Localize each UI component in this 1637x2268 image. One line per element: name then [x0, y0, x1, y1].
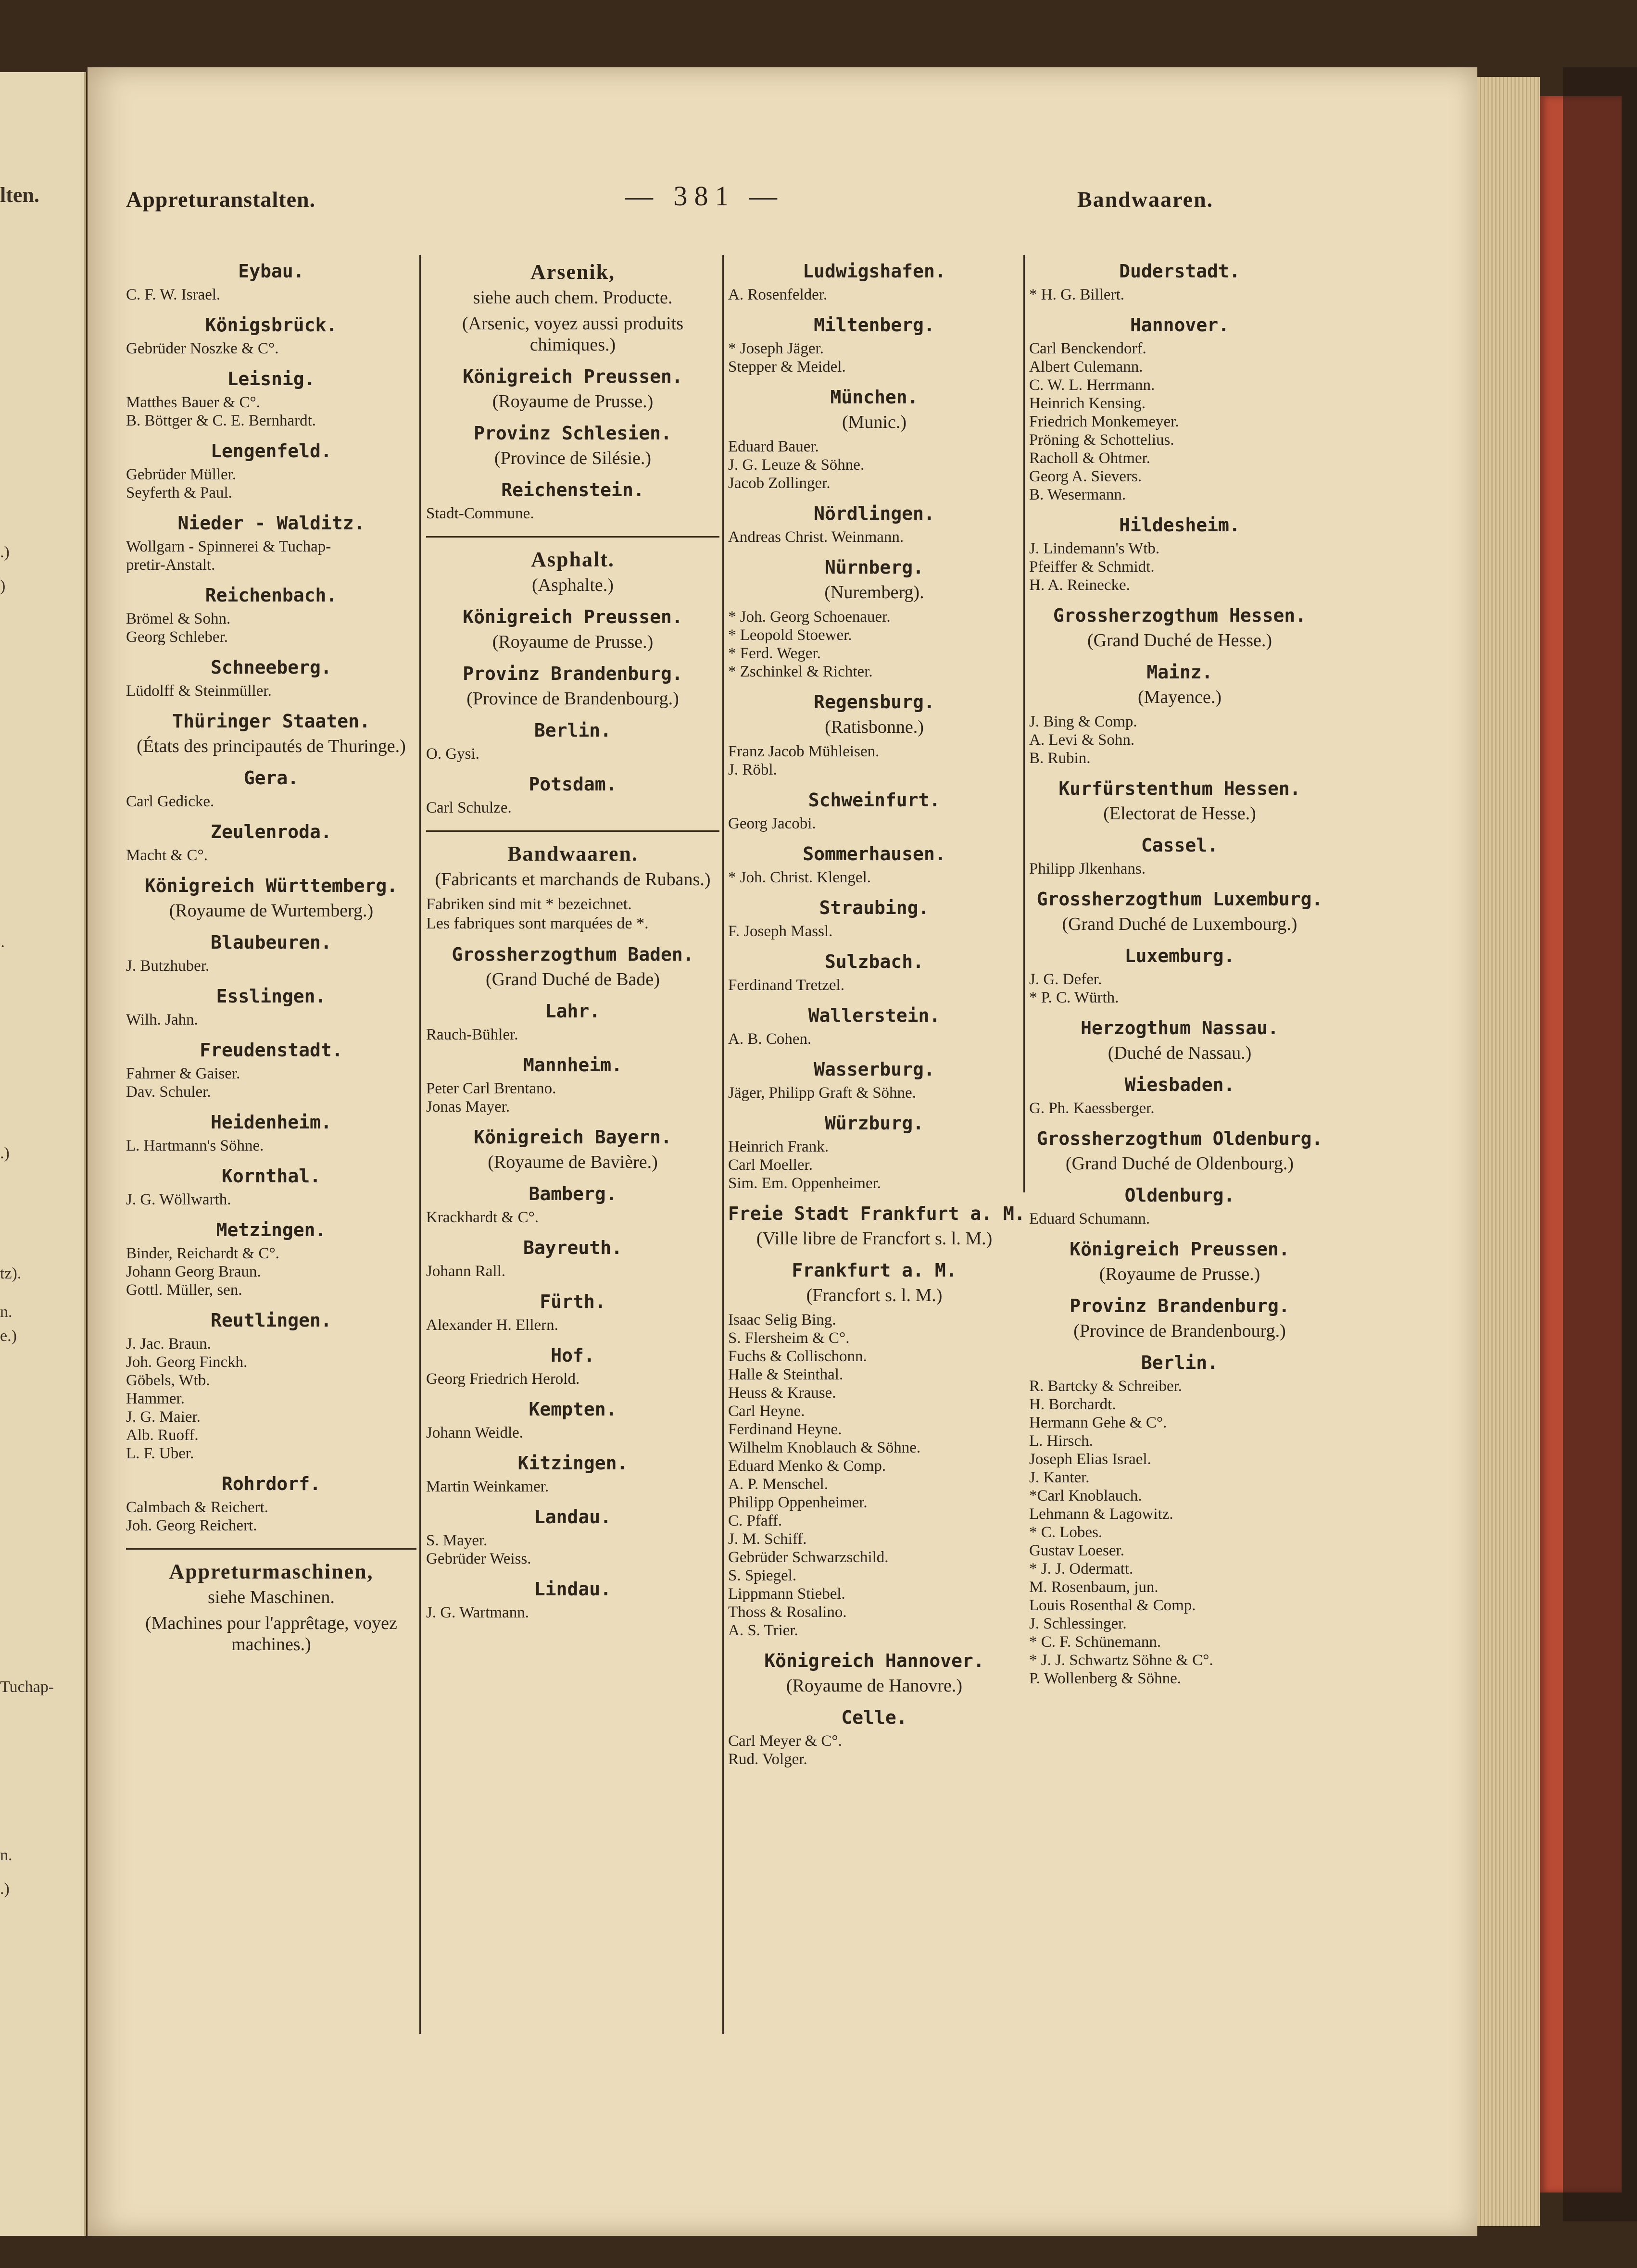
place-heading: Schneeberg.: [211, 657, 332, 678]
place-heading: Regensburg.: [814, 691, 935, 713]
place-heading: Wallerstein.: [808, 1005, 941, 1026]
firm-entry: Eduard Menko & Comp.: [728, 1457, 886, 1475]
firm-entry: Rud. Volger.: [728, 1751, 807, 1768]
french-subheading: (Ratisbonne.): [825, 717, 924, 737]
firm-entry: Thoss & Rosalino.: [728, 1604, 847, 1621]
place-heading: Provinz Brandenburg.: [463, 663, 683, 684]
firm-entry: Matthes Bauer & C°.: [126, 394, 260, 411]
firm-entry: pretir-Anstalt.: [126, 556, 215, 574]
place-heading: Königreich Preussen.: [463, 366, 683, 387]
firm-entry: Alexander H. Ellern.: [426, 1316, 558, 1334]
firm-entry: * C. Lobes.: [1029, 1524, 1103, 1541]
column-4: [1029, 250, 1330, 1688]
french-subheading: (Nuremberg).: [824, 582, 924, 602]
firm-entry: S. Spiegel.: [728, 1567, 797, 1584]
firm-entry: Gebrüder Weiss.: [426, 1550, 531, 1567]
place-heading: Königreich Preussen.: [1070, 1239, 1290, 1260]
firm-entry: Carl Heyne.: [728, 1403, 805, 1420]
place-heading: Bamberg.: [529, 1183, 617, 1204]
firm-entry: C. F. W. Israel.: [126, 286, 221, 303]
place-heading: Berlin.: [1141, 1352, 1219, 1373]
firm-entry: J. M. Schiff.: [728, 1530, 807, 1548]
section-note: (Machines pour l'apprêtage, voyez machines.): [145, 1613, 397, 1654]
firm-entry: F. Joseph Massl.: [728, 923, 833, 940]
place-heading: Frankfurt a. M.: [792, 1260, 957, 1281]
firm-entry: J. Röbl.: [728, 761, 777, 778]
firm-entry: Philipp Oppenheimer.: [728, 1494, 868, 1511]
place-heading: Reutlingen.: [211, 1310, 332, 1331]
place-heading: Königreich Preussen.: [463, 606, 683, 627]
place-heading: Duderstadt.: [1119, 261, 1240, 282]
firm-entry: J. Schlessinger.: [1029, 1615, 1127, 1632]
left-page-text-fragment: e.): [0, 1327, 17, 1345]
section-heading: Arsenik,: [530, 260, 616, 284]
section-heading: Appreturmaschinen,: [169, 1560, 374, 1583]
section-rule: [126, 1548, 416, 1550]
column-divider: [419, 255, 421, 2034]
firm-entry: Eduard Schumann.: [1029, 1210, 1150, 1228]
firm-entry: Brömel & Sohn.: [126, 610, 231, 627]
french-subheading: (Grand Duché de Hesse.): [1087, 630, 1272, 651]
french-subheading: (Ville libre de Francfort s. l. M.): [756, 1228, 993, 1249]
place-heading: Gera.: [243, 767, 299, 789]
french-subheading: (Royaume de Wurtemberg.): [169, 901, 374, 921]
firm-entry: * Joseph Jäger.: [728, 340, 824, 357]
firm-entry: A. Levi & Sohn.: [1029, 731, 1135, 749]
place-heading: Wasserburg.: [814, 1059, 935, 1080]
place-heading: Lengenfeld.: [211, 440, 332, 462]
firm-entry: Gottl. Müller, sen.: [126, 1281, 242, 1299]
french-subheading: (Royaume de Prusse.): [1099, 1264, 1260, 1284]
place-heading: Nieder - Walditz.: [177, 513, 365, 534]
section-rule: [426, 536, 719, 538]
firm-entry: Franz Jacob Mühleisen.: [728, 743, 880, 760]
place-heading: Metzingen.: [216, 1219, 327, 1241]
place-heading: Kurfürstenthum Hessen.: [1058, 778, 1301, 799]
firm-entry: Johann Georg Braun.: [126, 1263, 261, 1280]
firm-entry: Carl Moeller.: [728, 1156, 813, 1174]
firm-entry: Jacob Zollinger.: [728, 475, 831, 492]
place-heading: Rohrdorf.: [222, 1473, 321, 1494]
firm-entry: Georg Schleber.: [126, 628, 228, 646]
firm-entry: Jonas Mayer.: [426, 1098, 510, 1115]
firm-entry: Jäger, Philipp Graft & Söhne.: [728, 1084, 916, 1102]
firm-entry: Binder, Reichardt & C°.: [126, 1245, 279, 1262]
place-heading: Eybau.: [238, 261, 304, 282]
firm-entry: J. Bing & Comp.: [1029, 713, 1137, 730]
firm-entry: Lippmann Stiebel.: [728, 1585, 845, 1603]
place-heading: Grossherzogthum Baden.: [452, 944, 694, 965]
place-heading: Hof.: [551, 1345, 595, 1366]
french-subheading: (Province de Silésie.): [494, 448, 652, 468]
firm-entry: Joh. Georg Reichert.: [126, 1517, 257, 1534]
place-heading: Cassel.: [1141, 835, 1219, 856]
column-3: [728, 250, 1025, 1768]
place-heading: Königreich Hannover.: [764, 1650, 984, 1671]
firm-entry: Alb. Ruoff.: [126, 1427, 199, 1444]
firm-entry: Krackhardt & C°.: [426, 1209, 539, 1226]
firm-entry: * P. C. Würth.: [1029, 989, 1119, 1006]
firm-entry: Heuss & Krause.: [728, 1384, 836, 1402]
firm-entry: Ferdinand Heyne.: [728, 1421, 842, 1438]
firm-entry: Joh. Georg Finckh.: [126, 1353, 248, 1371]
french-subheading: (Province de Brandenbourg.): [466, 689, 679, 709]
place-heading: Zeulenroda.: [211, 821, 332, 842]
french-subheading: (Francfort s. l. M.): [806, 1285, 943, 1305]
firm-entry: Stepper & Meidel.: [728, 358, 846, 376]
place-heading: Kitzingen.: [517, 1453, 628, 1474]
firm-entry: Macht & C°.: [126, 847, 208, 864]
left-page-edge: [0, 72, 86, 2236]
firm-entry: J. G. Wartmann.: [426, 1604, 529, 1621]
firm-entry: Isaac Selig Bing.: [728, 1311, 836, 1328]
place-heading: Kempten.: [529, 1399, 617, 1420]
firm-entry: S. Flersheim & C°.: [728, 1329, 850, 1347]
place-heading: Schweinfurt.: [808, 789, 941, 811]
firm-entry: O. Gysi.: [426, 745, 479, 763]
place-heading: Reichenstein.: [501, 479, 644, 501]
firm-entry: Carl Meyer & C°.: [728, 1732, 842, 1750]
place-heading: Celle.: [841, 1707, 907, 1728]
left-page-text-fragment: Tuchap-: [0, 1678, 54, 1696]
place-heading: Sommerhausen.: [803, 843, 946, 865]
firm-entry: Wilhelm Knoblauch & Söhne.: [728, 1439, 921, 1456]
firm-entry: J. Butzhuber.: [126, 957, 210, 975]
column-1: [126, 250, 416, 1660]
firm-entry: Wilh. Jahn.: [126, 1011, 198, 1028]
firm-entry: Philipp Jlkenhans.: [1029, 860, 1146, 877]
place-heading: Straubing.: [819, 897, 930, 918]
place-heading: Sulzbach.: [825, 951, 924, 972]
place-heading: Hannover.: [1130, 314, 1229, 336]
firm-entry: Calmbach & Reichert.: [126, 1499, 268, 1516]
place-heading: Grossherzogthum Oldenburg.: [1036, 1128, 1323, 1149]
place-heading: Berlin.: [534, 720, 612, 741]
place-heading: Hildesheim.: [1119, 514, 1240, 536]
firm-entry: Gebrüder Müller.: [126, 466, 237, 483]
place-heading: Landau.: [534, 1506, 612, 1528]
firm-entry: Hammer.: [126, 1390, 185, 1407]
firm-entry: * Ferd. Weger.: [728, 645, 821, 662]
place-heading: Potsdam.: [529, 774, 617, 795]
place-heading: Ludwigshafen.: [803, 261, 946, 282]
french-subheading: (Royaume de Prusse.): [492, 391, 654, 412]
firm-entry: * Joh. Christ. Klengel.: [728, 869, 871, 886]
french-subheading: (Grand Duché de Bade): [486, 969, 660, 990]
firm-entry: Georg Friedrich Herold.: [426, 1370, 580, 1388]
firm-entry: Pröning & Schottelius.: [1029, 431, 1174, 449]
firm-entry: Carl Schulze.: [426, 799, 512, 816]
firm-entry: Hermann Gehe & C°.: [1029, 1414, 1167, 1431]
firm-entry: J. G. Defer.: [1029, 971, 1102, 988]
firm-entry: Joseph Elias Israel.: [1029, 1451, 1151, 1468]
french-subheading: (Royaume de Hanovre.): [786, 1676, 963, 1696]
place-heading: Esslingen.: [216, 986, 327, 1007]
firm-entry: Gebrüder Noszke & C°.: [126, 340, 279, 357]
column-2: [426, 250, 719, 1622]
place-heading: Miltenberg.: [814, 314, 935, 336]
section-rule: [426, 830, 719, 832]
firm-entry: *Carl Knoblauch.: [1029, 1487, 1142, 1504]
french-subheading: (Duché de Nassau.): [1108, 1043, 1252, 1063]
left-page-text-fragment: .): [0, 543, 10, 561]
firm-entry: * Leopold Stoewer.: [728, 627, 852, 644]
firm-entry: * J. J. Odermatt.: [1029, 1560, 1133, 1578]
firm-entry: Dav. Schuler.: [126, 1083, 211, 1101]
firm-entry: * C. F. Schünemann.: [1029, 1633, 1161, 1651]
firm-entry: M. Rosenbaum, jun.: [1029, 1579, 1158, 1596]
firm-entry: G. Ph. Kaessberger.: [1029, 1100, 1155, 1117]
firm-entry: Georg A. Sievers.: [1029, 468, 1142, 485]
firm-entry: H. Borchardt.: [1029, 1396, 1116, 1413]
page-number: — 381 —: [625, 180, 784, 212]
place-heading: Grossherzogthum Luxemburg.: [1036, 889, 1323, 910]
place-heading: Nördlingen.: [814, 503, 935, 524]
place-heading: Bayreuth.: [523, 1237, 622, 1258]
french-subheading: (Electorat de Hesse.): [1103, 803, 1256, 824]
place-heading: Herzogthum Nassau.: [1081, 1017, 1279, 1039]
firm-entry: C. Pfaff.: [728, 1512, 782, 1529]
section-note: (Arsenic, voyez aussi produits chimiques.): [462, 313, 684, 355]
column-divider: [1023, 255, 1025, 1192]
firm-entry: Fahrner & Gaiser.: [126, 1065, 240, 1082]
french-subheading: (Province de Brandenbourg.): [1073, 1321, 1286, 1341]
place-heading: Luxemburg.: [1124, 945, 1235, 966]
firm-entry: * J. J. Schwartz Söhne & C°.: [1029, 1652, 1213, 1669]
firm-entry: Heinrich Kensing.: [1029, 395, 1146, 412]
place-heading: Blaubeuren.: [211, 932, 332, 953]
firm-entry: Lehmann & Lagowitz.: [1029, 1505, 1173, 1523]
firm-entry: Albert Culemann.: [1029, 358, 1143, 376]
firm-entry: B. Wesermann.: [1029, 486, 1126, 503]
place-heading: Mainz.: [1146, 662, 1213, 683]
running-header-left: Appreturanstalten.: [126, 187, 316, 212]
place-heading: Kornthal.: [222, 1165, 321, 1187]
book-spine-shadow: [1563, 67, 1637, 2221]
place-heading: Wiesbaden.: [1124, 1074, 1235, 1095]
place-heading: Freudenstadt.: [200, 1040, 343, 1061]
firm-entry: Andreas Christ. Weinmann.: [728, 528, 904, 546]
firm-entry: L. Hartmann's Söhne.: [126, 1137, 264, 1154]
french-subheading: (Royaume de Prusse.): [492, 632, 654, 652]
left-page-text-fragment: .): [0, 1880, 10, 1898]
place-heading: Oldenburg.: [1124, 1185, 1235, 1206]
place-heading: Freie Stadt Frankfurt a. M.: [728, 1203, 1025, 1224]
place-heading: Fürth.: [540, 1291, 606, 1312]
firm-entry: Friedrich Monkemeyer.: [1029, 413, 1179, 430]
section-heading: Asphalt.: [531, 548, 615, 571]
firm-entry: Johann Rall.: [426, 1263, 505, 1280]
firm-entry: Heinrich Frank.: [728, 1138, 829, 1155]
french-subheading: (Asphalte.): [532, 575, 614, 595]
firm-entry: Peter Carl Brentano.: [426, 1080, 556, 1097]
firm-entry: Lüdolff & Steinmüller.: [126, 682, 272, 700]
french-subheading: (Grand Duché de Luxembourg.): [1062, 914, 1297, 934]
firm-entry: Seyferth & Paul.: [126, 484, 232, 501]
section-heading: Bandwaaren.: [507, 842, 638, 865]
left-page-text-fragment: lten.: [0, 183, 39, 207]
left-page-text-fragment: n.: [0, 1846, 13, 1864]
running-header-right: Bandwaaren.: [1077, 187, 1214, 212]
firm-entry: Carl Benckendorf.: [1029, 340, 1146, 357]
firm-entry: Georg Jacobi.: [728, 815, 816, 832]
firm-entry: B. Rubin.: [1029, 750, 1091, 767]
firm-entry: C. W. L. Herrmann.: [1029, 376, 1155, 394]
firm-entry: Johann Weidle.: [426, 1424, 524, 1441]
place-heading: Provinz Schlesien.: [474, 423, 672, 444]
place-heading: Heidenheim.: [211, 1112, 332, 1133]
firm-entry: Ferdinand Tretzel.: [728, 977, 844, 994]
firm-entry: J. G. Maier.: [126, 1408, 201, 1426]
firm-entry: J. Lindemann's Wtb.: [1029, 540, 1160, 557]
firm-entry: S. Mayer.: [426, 1532, 488, 1549]
left-page-text-fragment: ): [0, 577, 6, 595]
french-subheading: (Royaume de Bavière.): [488, 1152, 658, 1172]
firm-entry: Gustav Loeser.: [1029, 1542, 1124, 1559]
firm-entry: Eduard Bauer.: [728, 438, 819, 455]
firm-entry: J. Kanter.: [1029, 1469, 1090, 1486]
firm-entry: Pfeiffer & Schmidt.: [1029, 558, 1155, 576]
firm-entry: P. Wollenberg & Söhne.: [1029, 1670, 1182, 1687]
firm-entry: B. Böttger & C. E. Bernhardt.: [126, 412, 316, 429]
firm-entry: Racholl & Ohtmer.: [1029, 450, 1151, 467]
french-subheading: (Grand Duché de Oldenbourg.): [1065, 1153, 1294, 1174]
left-page-text-fragment: tz).: [0, 1265, 22, 1282]
place-heading: Reichenbach.: [205, 585, 338, 606]
section-note: (Fabricants et marchands de Rubans.): [435, 869, 711, 890]
place-heading: Königsbrück.: [205, 314, 338, 336]
left-page-text-fragment: ·: [0, 938, 6, 955]
section-note-line: Les fabriques sont marquées de *.: [426, 915, 649, 932]
firm-entry: Sim. Em. Oppenheimer.: [728, 1175, 881, 1192]
place-heading: Königreich Bayern.: [474, 1127, 672, 1148]
section-note-line: Fabriken sind mit * bezeichnet.: [426, 895, 632, 913]
firm-entry: J. G. Wöllwarth.: [126, 1191, 231, 1208]
firm-entry: A. P. Menschel.: [728, 1476, 829, 1493]
firm-entry: R. Bartcky & Schreiber.: [1029, 1378, 1183, 1395]
page-edges: [1477, 77, 1540, 2226]
place-heading: München.: [830, 387, 919, 408]
french-subheading: (États des principautés de Thuringe.): [137, 736, 406, 756]
column-divider: [722, 255, 724, 2034]
place-heading: Mannheim.: [523, 1054, 622, 1076]
place-heading: Königreich Württemberg.: [144, 875, 398, 896]
firm-entry: H. A. Reinecke.: [1029, 576, 1130, 594]
place-heading: Lindau.: [534, 1579, 612, 1600]
place-heading: Provinz Brandenburg.: [1070, 1295, 1290, 1316]
french-subheading: siehe Maschinen.: [208, 1587, 335, 1607]
firm-entry: Wollgarn - Spinnerei & Tuchap-: [126, 538, 331, 555]
firm-entry: * H. G. Billert.: [1029, 286, 1124, 303]
firm-entry: Halle & Steinthal.: [728, 1366, 844, 1383]
place-heading: Würzburg.: [825, 1113, 924, 1134]
firm-entry: J. G. Leuze & Söhne.: [728, 456, 865, 474]
firm-entry: Carl Gedicke.: [126, 793, 214, 810]
firm-entry: Stadt-Commune.: [426, 505, 534, 522]
firm-entry: A. Rosenfelder.: [728, 286, 828, 303]
place-heading: Grossherzogthum Hessen.: [1053, 605, 1307, 626]
place-heading: Leisnig.: [227, 368, 315, 389]
firm-entry: A. B. Cohen.: [728, 1030, 812, 1048]
firm-entry: * Joh. Georg Schoenauer.: [728, 608, 891, 626]
firm-entry: J. Jac. Braun.: [126, 1335, 211, 1353]
firm-entry: A. S. Trier.: [728, 1622, 798, 1639]
left-page-text-fragment: .): [0, 1144, 10, 1162]
firm-entry: Fuchs & Collischonn.: [728, 1348, 867, 1365]
place-heading: Nürnberg.: [825, 557, 924, 578]
firm-entry: * Zschinkel & Richter.: [728, 663, 873, 680]
place-heading: Lahr.: [545, 1001, 601, 1022]
firm-entry: Gebrüder Schwarzschild.: [728, 1549, 889, 1566]
french-subheading: (Mayence.): [1137, 687, 1222, 707]
french-subheading: siehe auch chem. Producte.: [473, 288, 673, 308]
place-heading: Thüringer Staaten.: [172, 711, 370, 732]
left-page-text-fragment: n.: [0, 1303, 13, 1321]
firm-entry: Louis Rosenthal & Comp.: [1029, 1597, 1196, 1614]
firm-entry: L. F. Uber.: [126, 1445, 194, 1462]
firm-entry: L. Hirsch.: [1029, 1432, 1093, 1450]
firm-entry: Rauch-Bühler.: [426, 1026, 518, 1043]
french-subheading: (Munic.): [842, 412, 907, 432]
firm-entry: Martin Weinkamer.: [426, 1478, 549, 1495]
firm-entry: Göbels, Wtb.: [126, 1372, 210, 1389]
